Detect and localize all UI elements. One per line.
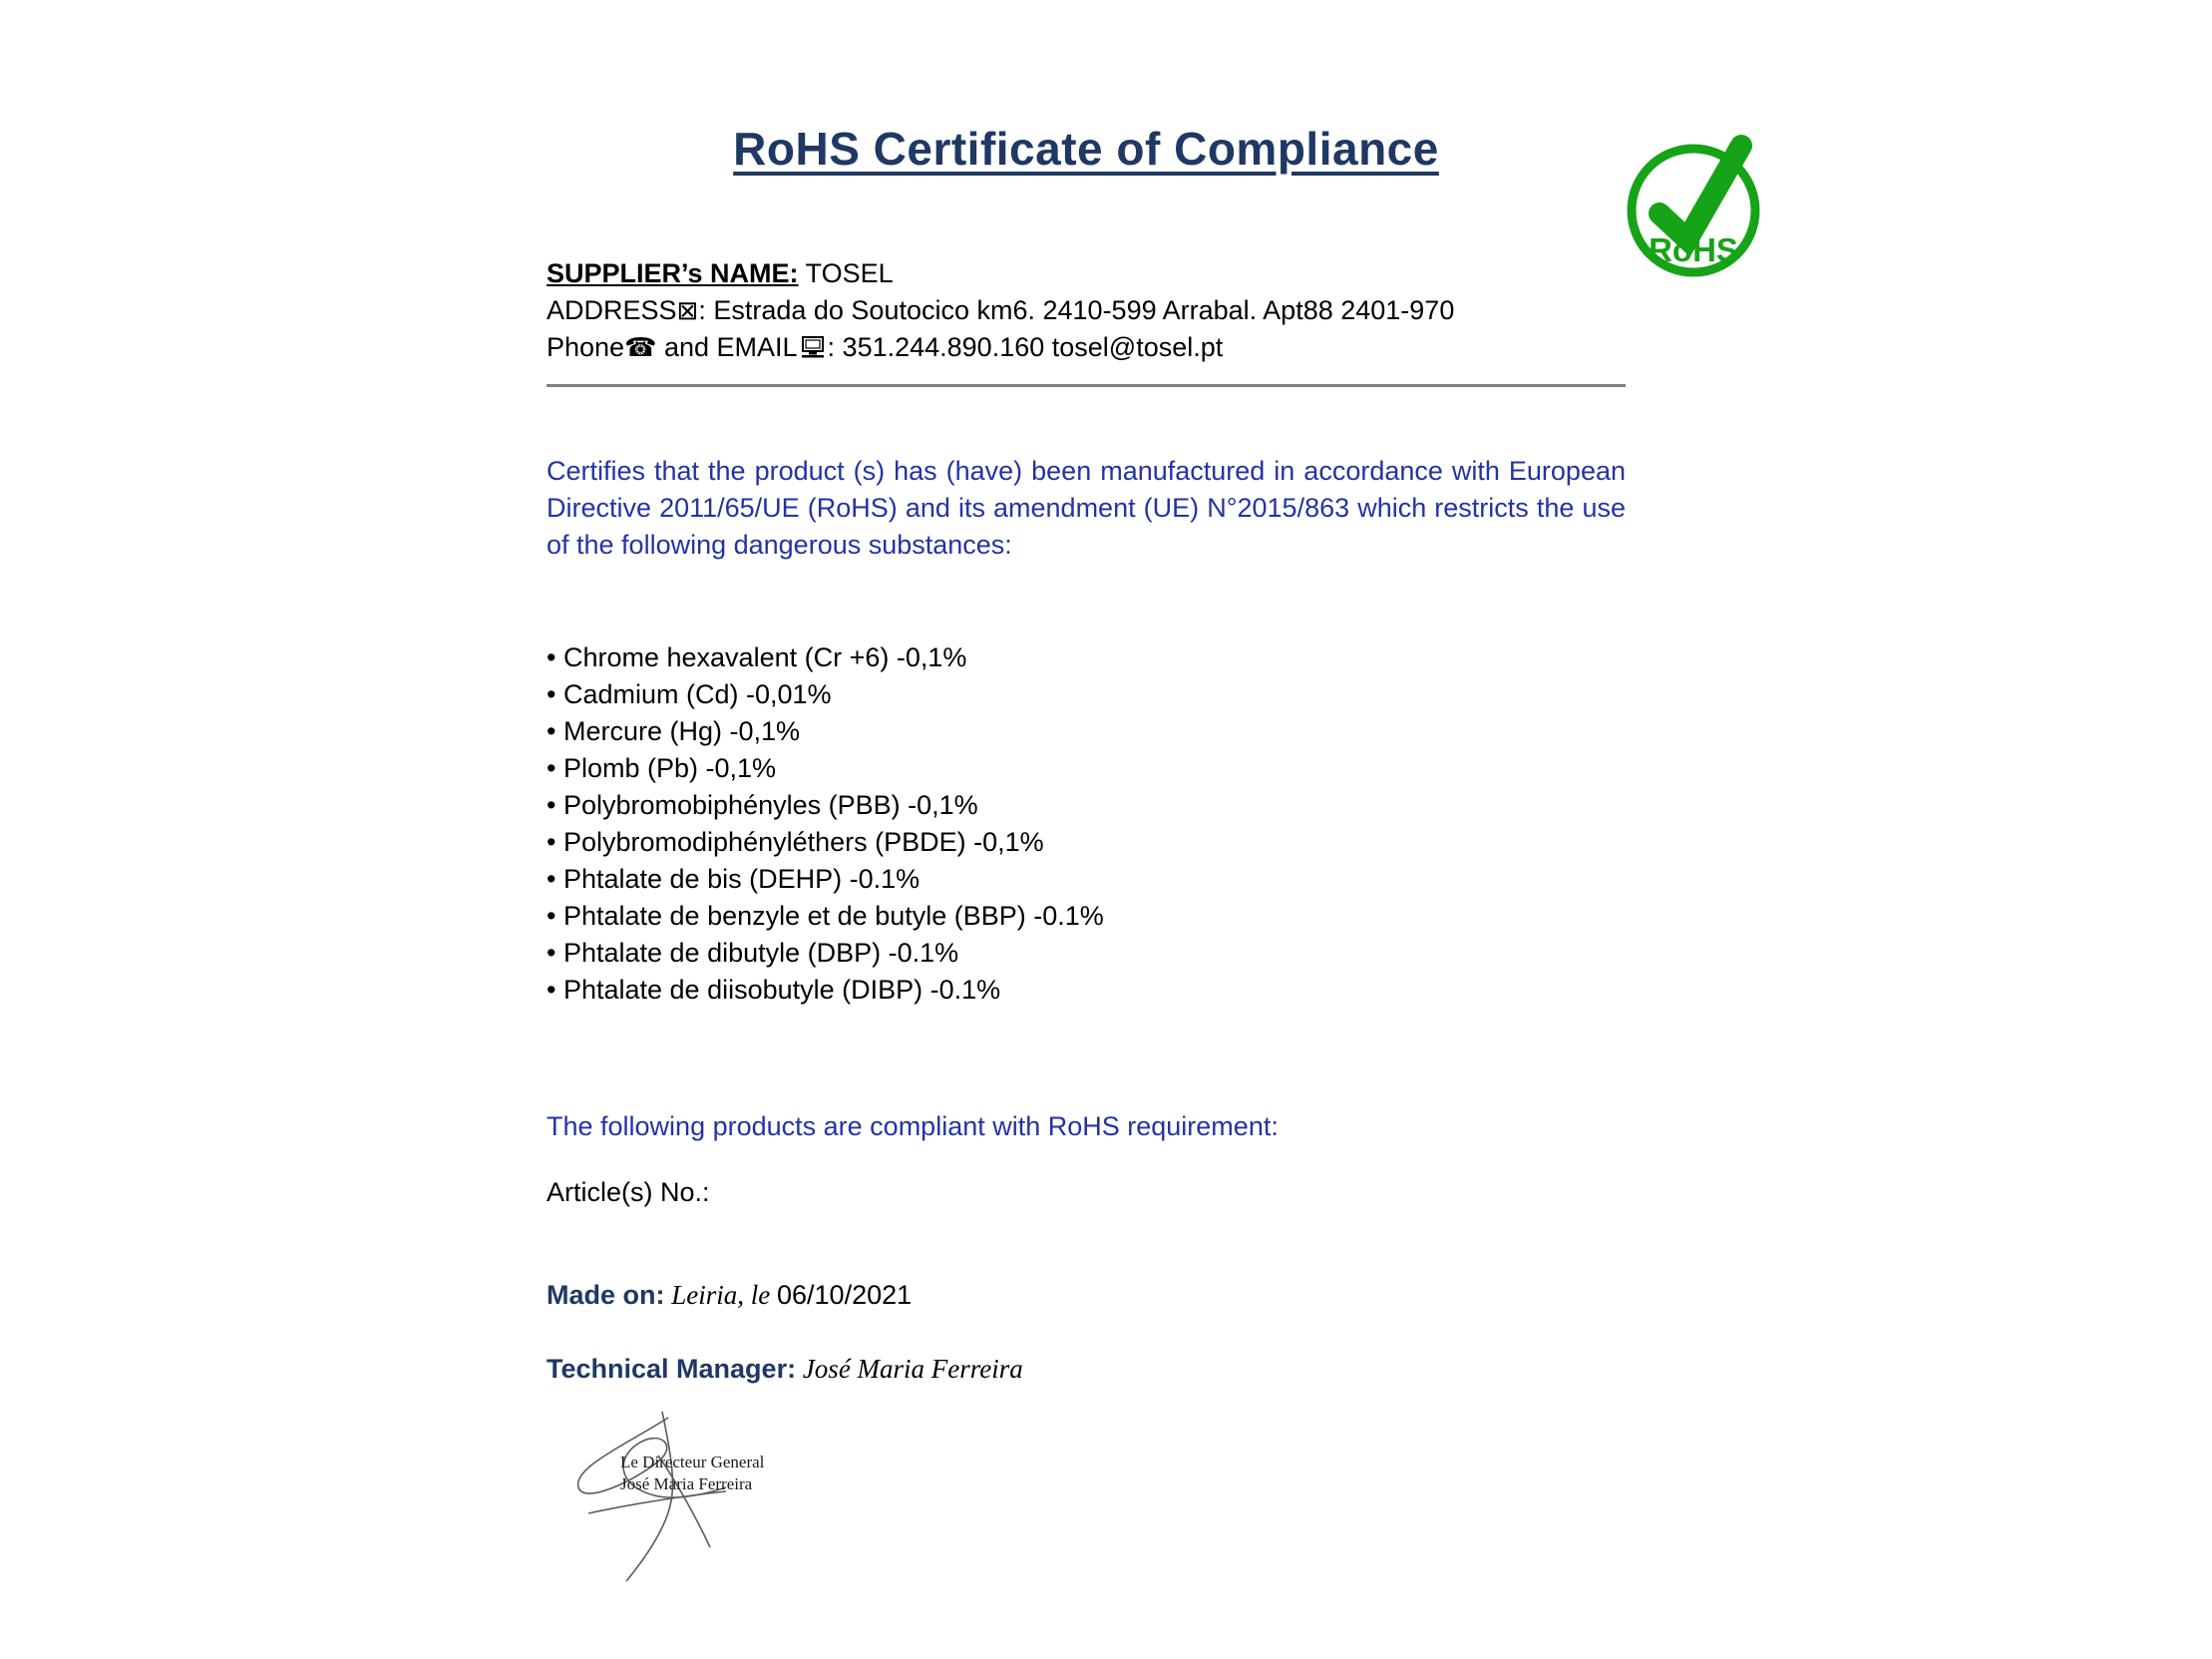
phone-icon: ☎ <box>624 332 657 362</box>
signature-title: Le Directeur General <box>620 1452 765 1471</box>
manager-name: José Maria Ferreira <box>796 1354 1023 1384</box>
envelope-icon: ⊠ <box>676 295 699 325</box>
list-item: • Phtalate de diisobutyle (DIBP) -0.1% <box>547 972 1626 1009</box>
supplier-address-line <box>547 292 1626 329</box>
made-on-place: Leiria, le <box>664 1280 777 1310</box>
manager-line <box>547 1351 1626 1388</box>
page-title: RoHS Certificate of Compliance <box>733 123 1439 175</box>
compliance-statement: The following products are compliant with RoHS requirement: <box>547 1111 1279 1141</box>
divider-rule <box>547 384 1626 387</box>
manager-label: Technical Manager: <box>547 1354 797 1384</box>
rohs-logo <box>1614 116 1783 290</box>
document-content <box>547 0 1626 1589</box>
supplier-block <box>547 255 1626 366</box>
list-item: • Cadmium (Cd) -0,01% <box>547 676 1626 713</box>
signature-name: José Maria Ferreira <box>620 1474 753 1493</box>
signature-graphic <box>558 1410 878 1589</box>
computer-icon <box>800 335 826 359</box>
list-item: • Polybromobiphényles (PBB) -0,1% <box>547 787 1626 824</box>
supplier-contact-line <box>547 329 1626 366</box>
supplier-name-value: TOSEL <box>798 258 894 288</box>
list-item: • Plomb (Pb) -0,1% <box>547 750 1626 787</box>
made-on-line <box>547 1277 1626 1314</box>
supplier-name-label: SUPPLIER’s NAME: <box>547 258 799 288</box>
email-label: and EMAIL <box>656 332 798 362</box>
phone-label: Phone <box>547 332 625 362</box>
made-on-date: 06/10/2021 <box>777 1280 913 1310</box>
logo-text: RoHS <box>1649 231 1738 268</box>
list-item: • Phtalate de dibutyle (DBP) -0.1% <box>547 935 1626 972</box>
list-item: • Phtalate de benzyle et de butyle (BBP) -0.1% <box>547 898 1626 935</box>
rohs-logo-graphic <box>1614 116 1783 290</box>
signature-block <box>558 1410 878 1589</box>
address-value: : Estrada do Soutocico km6. 2410-599 Arrabal. Apt88 2401-970 <box>698 295 1455 325</box>
email-value: : 351.244.890.160 tosel@tosel.pt <box>827 332 1224 362</box>
certification-statement: Certifies that the product (s) has (have) been manufactured in accordance with European Directive 2011/65/UE (RoHS) and its amendment (UE) N°2015/863 which restricts the use of the following dangerous substances: <box>547 456 1626 560</box>
list-item: • Polybromodiphényléthers (PBDE) -0,1% <box>547 824 1626 861</box>
signature-text <box>620 1452 764 1495</box>
address-label: ADDRESS <box>547 295 677 325</box>
articles-label: Article(s) No.: <box>547 1177 710 1207</box>
substances-list <box>547 639 1626 1009</box>
list-item: • Mercure (Hg) -0,1% <box>547 713 1626 750</box>
supplier-name-line <box>547 255 1626 292</box>
list-item: • Phtalate de bis (DEHP) -0.1% <box>547 861 1626 898</box>
list-item: • Chrome hexavalent (Cr +6) -0,1% <box>547 639 1626 676</box>
made-on-label: Made on: <box>547 1280 665 1310</box>
